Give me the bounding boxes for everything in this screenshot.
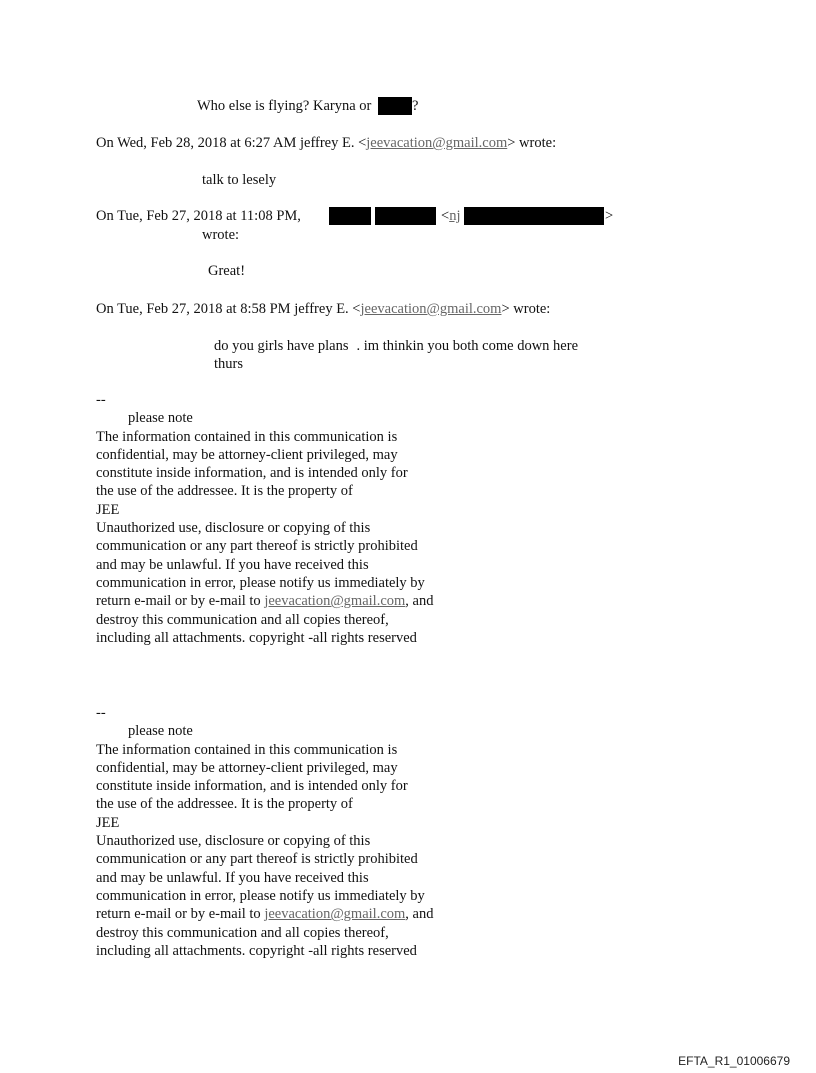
disclaimer-line: and may be unlawful. If you have received this xyxy=(96,556,369,573)
message-3-line-1 xyxy=(214,337,578,355)
disclaimer-block xyxy=(96,704,476,960)
disclaimer-line: communication in error, please notify us immediately by xyxy=(96,574,425,591)
disclaimer-line: confidential, may be attorney-client privileged, may xyxy=(96,759,398,776)
header-3-suffix: > wrote: xyxy=(501,301,551,317)
return-suffix: , and xyxy=(405,593,434,610)
reply-line xyxy=(197,97,418,115)
message-3-line-2: thurs xyxy=(214,356,243,372)
header-1-prefix: On Wed, Feb 28, 2018 at 6:27 AM jeffrey E. < xyxy=(96,135,367,151)
header-3-prefix: On Tue, Feb 27, 2018 at 8:58 PM jeffrey E. < xyxy=(96,301,361,317)
reply-text: Who else is flying? Karyna or xyxy=(197,98,372,114)
disclaimer-line: communication in error, please notify us immediately by xyxy=(96,887,425,904)
disclaimer-line: JEE xyxy=(96,814,120,831)
disclaimer-line: destroy this communication and all copies thereof, xyxy=(96,924,389,941)
redaction-box xyxy=(329,207,371,225)
quote-header-1 xyxy=(96,134,556,152)
message-1: talk to lesely xyxy=(202,172,277,188)
disclaimer-line: Unauthorized use, disclosure or copying of this xyxy=(96,520,371,537)
disclaimer-line: confidential, may be attorney-client privileged, may xyxy=(96,446,398,463)
message-3-part-a: do you girls have plans xyxy=(214,338,349,354)
header-2-lt: < xyxy=(441,208,450,224)
disclaimer-line: constitute inside information, and is intended only for xyxy=(96,465,408,482)
quote-header-2 xyxy=(96,207,301,225)
disclaimer-line: and may be unlawful. If you have received this xyxy=(96,869,369,886)
header-1-suffix: > wrote: xyxy=(507,135,557,151)
disclaimer-line: the use of the addressee. It is the property of xyxy=(96,796,353,813)
email-link[interactable]: jeevacation@gmail.com xyxy=(264,593,406,610)
redaction-box xyxy=(375,207,436,225)
disclaimer-line: constitute inside information, and is intended only for xyxy=(96,778,408,795)
signature-separator: -- xyxy=(96,392,106,408)
redaction-box xyxy=(464,207,604,225)
header-2-prefix: On Tue, Feb 27, 2018 at 11:08 PM, xyxy=(96,208,301,224)
header-2-wrote: wrote: xyxy=(202,227,240,243)
disclaimer-line: The information contained in this communication is xyxy=(96,741,398,758)
disclaimer-line: communication or any part thereof is strictly prohibited xyxy=(96,538,418,555)
disclaimer-block xyxy=(96,391,476,647)
email-link[interactable]: jeevacation@gmail.com xyxy=(264,906,406,923)
reply-question-mark: ? xyxy=(411,98,419,114)
quote-header-3 xyxy=(96,300,550,318)
disclaimer-line: The information contained in this communication is xyxy=(96,428,398,445)
header-2-gt: > xyxy=(605,208,614,224)
return-prefix: return e-mail or by e-mail to xyxy=(96,906,261,923)
disclaimer-line: destroy this communication and all copies thereof, xyxy=(96,611,389,628)
disclaimer-line: the use of the addressee. It is the property of xyxy=(96,483,353,500)
message-3-part-b: . im thinkin you both come down here xyxy=(356,338,579,354)
disclaimer-return-line xyxy=(96,905,476,923)
disclaimer-line: Unauthorized use, disclosure or copying of this xyxy=(96,833,371,850)
please-note: please note xyxy=(128,410,193,427)
signature-separator: -- xyxy=(96,705,106,721)
header-2-email xyxy=(441,207,460,225)
disclaimer-return-line xyxy=(96,592,476,610)
return-suffix: , and xyxy=(405,906,434,923)
disclaimer-line: including all attachments. copyright -all rights reserved xyxy=(96,629,417,646)
disclaimer-line: JEE xyxy=(96,501,120,518)
disclaimer-line: including all attachments. copyright -all rights reserved xyxy=(96,942,417,959)
email-link[interactable]: jeevacation@gmail.com xyxy=(366,135,508,151)
document-id: EFTA_R1_01006679 xyxy=(678,1054,790,1068)
please-note: please note xyxy=(128,723,193,740)
disclaimer-line: communication or any part thereof is strictly prohibited xyxy=(96,851,418,868)
message-2: Great! xyxy=(208,263,246,279)
email-link[interactable]: nj xyxy=(449,208,461,224)
return-prefix: return e-mail or by e-mail to xyxy=(96,593,261,610)
redaction-box xyxy=(378,97,412,115)
email-link[interactable]: jeevacation@gmail.com xyxy=(360,301,502,317)
